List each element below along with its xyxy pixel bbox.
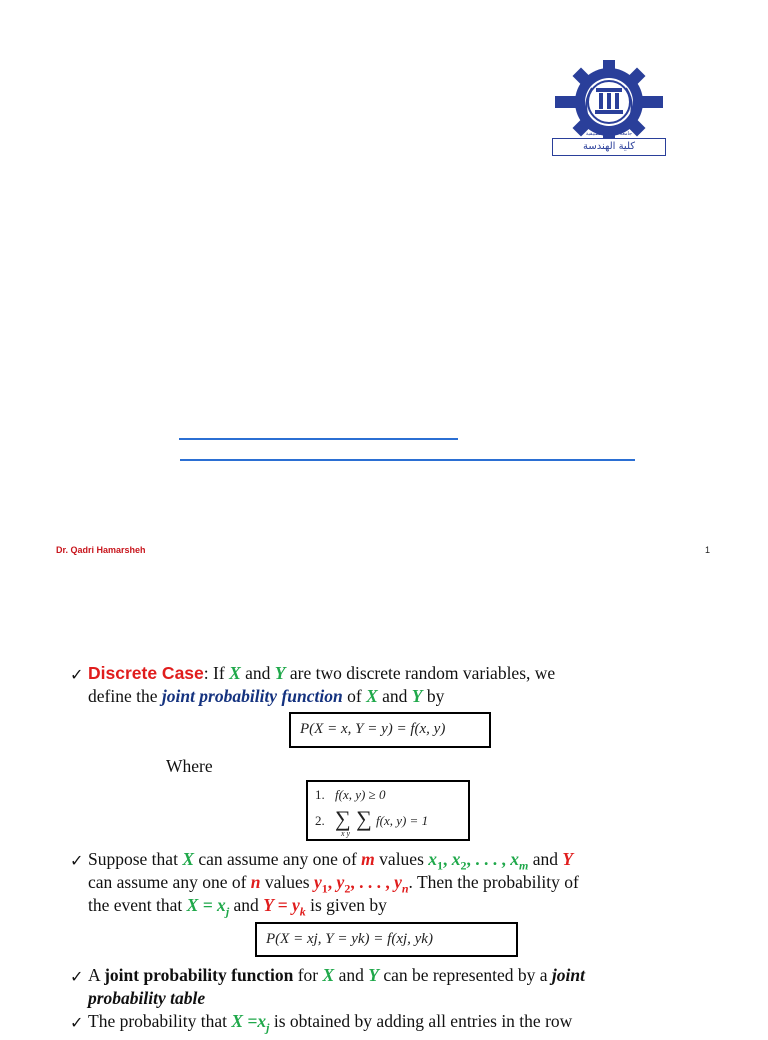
subscript: m (519, 858, 529, 873)
subscript: 2 (460, 858, 467, 873)
check-icon: ✓ (70, 851, 84, 870)
text: of (342, 686, 367, 706)
where-label: Where (166, 756, 213, 776)
discrete-case-line-2 (88, 685, 444, 708)
text: Suppose that (88, 849, 183, 869)
bold-term: joint probability function (104, 965, 294, 985)
text: If (208, 663, 230, 683)
formula-text: P(X = x, Y = y) = f(x, y) (300, 721, 446, 737)
text: . Then the probability of (408, 872, 579, 892)
text: can be represented by a (378, 965, 552, 985)
ellipsis: , . . . , (466, 849, 511, 869)
condition-2: f(x, y) = 1 (376, 813, 429, 828)
bold-italic-term: probability table (88, 988, 206, 1008)
text: values (260, 872, 314, 892)
var-y: Y (562, 849, 574, 869)
subscript: k (299, 904, 306, 919)
title-underline-1 (179, 438, 458, 440)
condition-2-number: 2. (315, 813, 325, 828)
text: A (88, 965, 105, 985)
formula-text: P(X = xj, Y = yk) = f(xj, yk) (266, 931, 433, 947)
colon: : (203, 663, 209, 683)
discrete-case-paragraph (88, 662, 712, 685)
text: for (293, 965, 323, 985)
comma: , (443, 849, 452, 869)
comma: , (327, 872, 337, 892)
check-icon: ✓ (70, 967, 84, 986)
bold-italic-term: joint (551, 965, 585, 985)
subscript: 1 (437, 858, 444, 873)
condition-1: f(x, y) ≥ 0 (335, 787, 386, 802)
x-equals-xj: X = x (186, 895, 226, 915)
var-y: Y (411, 686, 423, 706)
text: define the (88, 686, 162, 706)
footer-author: Dr. Qadri Hamarsheh (56, 545, 146, 555)
text: are two discrete random variables, we (285, 663, 556, 683)
var-x: X (229, 663, 241, 683)
logo-university-text: جامعة البلقاء التطبيقية (585, 131, 633, 137)
var-y2: y (336, 872, 345, 892)
joint-probability-formula (289, 712, 491, 748)
check-icon: ✓ (70, 1013, 84, 1032)
var-xm: x (510, 849, 520, 869)
joint-table-line-1 (88, 964, 585, 987)
var-x: X (182, 849, 194, 869)
joint-probability-term: joint probability function (161, 686, 343, 706)
text: is given by (305, 895, 387, 915)
x-equals-xj: X =x (231, 1011, 267, 1031)
text: by (422, 686, 445, 706)
discrete-case-label: Discrete Case (88, 663, 204, 683)
text: and (334, 965, 369, 985)
subscript: 2 (344, 881, 351, 896)
marginal-line-1 (88, 1010, 572, 1040)
var-m: m (361, 849, 375, 869)
var-n: n (250, 872, 261, 892)
text: can assume any one of (194, 849, 362, 869)
content-slide (0, 575, 768, 1035)
check-icon: ✓ (70, 665, 84, 684)
condition-1-number: 1. (315, 787, 325, 802)
text: is obtained by adding all entries in the row (269, 1011, 573, 1031)
text: The probability that (88, 1011, 232, 1031)
subscript: j (266, 1020, 270, 1035)
conditions-formula (306, 780, 470, 841)
joint-table-line-2 (88, 987, 205, 1010)
text: the event that (88, 895, 187, 915)
joint-probability-formula-indexed (255, 922, 518, 957)
text: and (528, 849, 563, 869)
y-equals-yk: Y = y (263, 895, 300, 915)
title-underline-2 (180, 459, 635, 461)
ellipsis: , . . . , (350, 872, 395, 892)
subscript: j (225, 904, 230, 919)
text: and (377, 686, 412, 706)
var-yn: y (394, 872, 402, 892)
var-x: X (366, 686, 378, 706)
double-sum-symbol: ∑ ∑ (335, 806, 372, 831)
text: and (229, 895, 264, 915)
var-y: Y (368, 965, 379, 985)
suppose-line-3 (88, 894, 387, 924)
text: and (240, 663, 275, 683)
text: values (374, 849, 429, 869)
var-x1: x (428, 849, 438, 869)
subscript: 1 (321, 881, 328, 896)
subscript: n (401, 881, 409, 896)
page-number: 1 (705, 545, 711, 555)
var-x2: x (451, 849, 461, 869)
sum-subscripts: x y (341, 829, 351, 838)
var-x: X (322, 965, 335, 985)
var-y: Y (274, 663, 286, 683)
logo-caption: كلية الهندسة (552, 138, 666, 156)
var-y1: y (314, 872, 322, 892)
text: can assume any one of (88, 872, 251, 892)
